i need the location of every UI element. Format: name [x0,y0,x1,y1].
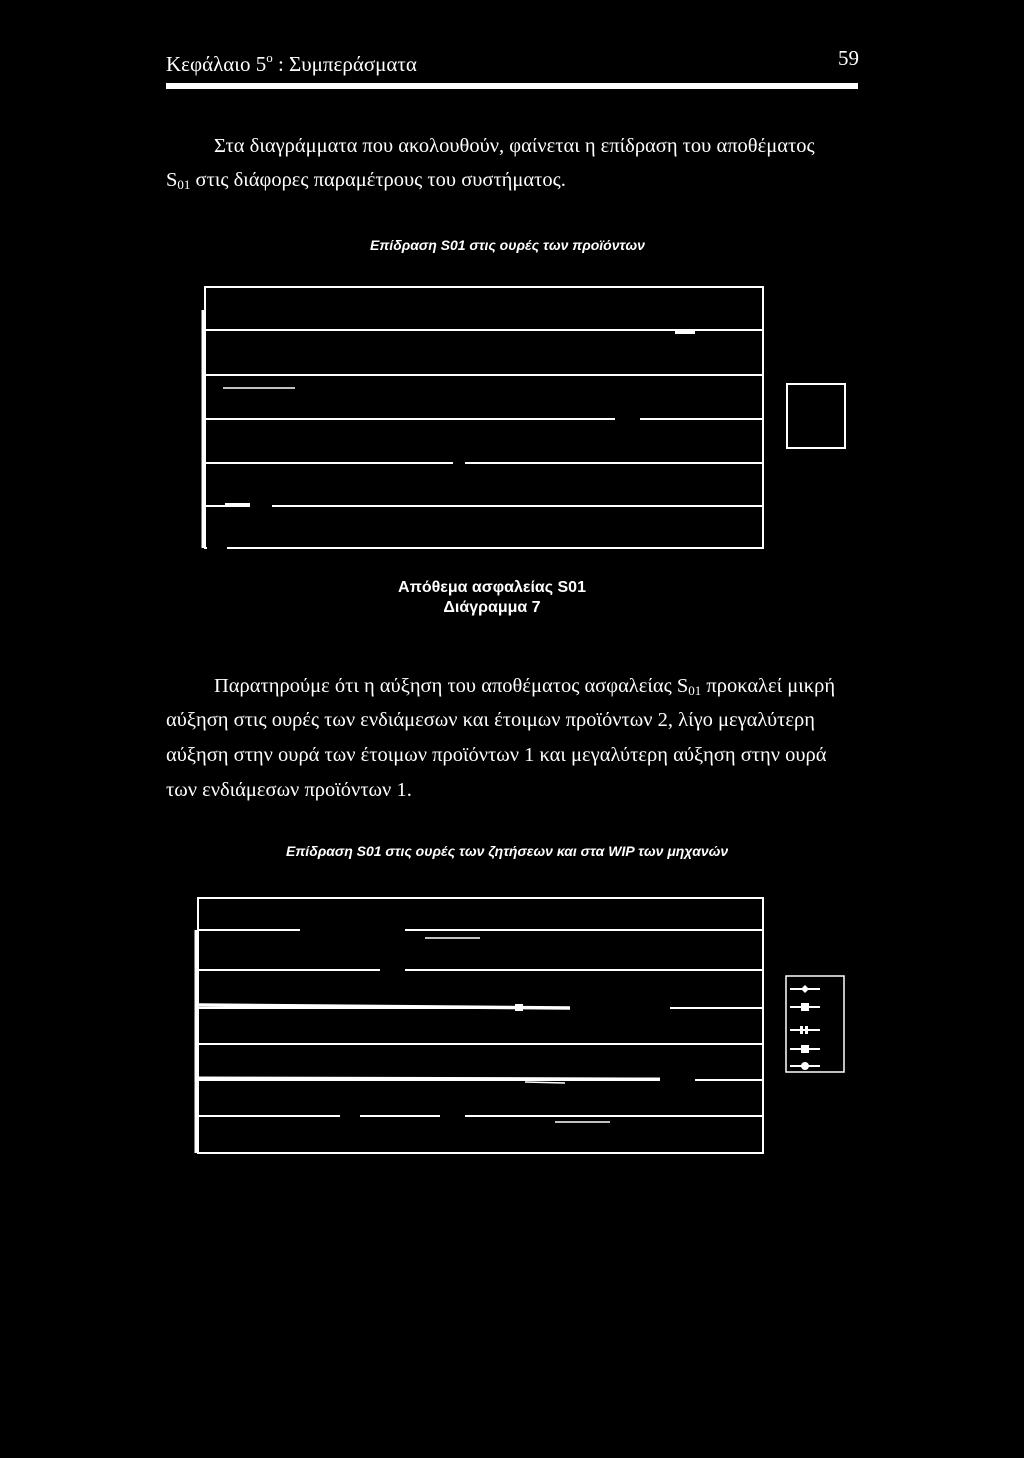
page-number: 59 [838,46,859,70]
figure-2-plot-frame [198,898,763,1153]
figure-2-series-line [198,1078,660,1079]
chapter-subtitle: : Συμπεράσματα [272,52,417,76]
figure-1-legend-box [787,384,845,448]
figure-1-series-gap [453,457,465,467]
figure-2-legend-marker-diamond [801,985,809,993]
observation-line-2: αύξηση στις ουρές των ενδιάμεσων και έτοιμων προϊόντων 2, λίγο μεγαλύτερη [166,709,815,731]
figure-2-legend-marker-cross [805,1026,808,1034]
figure-2-series-gap [380,965,405,975]
chapter-ordinal-superscript: ο [266,50,273,65]
intro-line-1: Στα διαγράμματα που ακολουθούν, φαίνεται η επίδραση του αποθέματος [214,135,815,157]
figure-1-series-gap [250,500,272,510]
observation-symbol-subscript: 01 [688,683,702,698]
observation-line-1 [214,672,835,706]
figure-2-series-gap [340,1111,360,1121]
observation-line-3: αύξηση στην ουρά των έτοιμων προϊόντων 1 και μεγαλύτερη αύξηση στην ουρά [166,744,827,766]
figure-1-series-gap [615,413,640,423]
figure-2-legend-marker-star [801,1045,809,1053]
intro-symbol-subscript: 01 [177,177,191,192]
chapter-heading [166,44,417,78]
figure-2-legend-marker-circle [801,1062,809,1070]
figure-1-caption [382,578,602,618]
figure-2-series-gap [300,925,405,935]
chapter-label: Κεφάλαιο 5 [166,52,267,76]
figure-1-chart [195,280,855,570]
observation-line-1-text: Παρατηρούμε ότι η αύξηση του αποθέματος ασφαλείας S [214,675,689,697]
figure-2-title: Επίδραση S01 στις ουρές των ζητήσεων και στα WIP των μηχανών [286,843,729,859]
observation-line-4: των ενδιάμεσων προϊόντων 1. [166,779,412,801]
header-rule [166,83,858,89]
figure-2-series-gap [570,1003,670,1013]
figure-2-legend-marker-cross [800,1026,803,1034]
intro-line-2-text: στις διάφορες παραμέτρους του συστήματος. [190,169,566,191]
figure-2-series-gap [660,1075,695,1085]
figure-1-axis-label: Απόθεμα ασφαλείας S01 [398,579,586,596]
figure-1-number: Διάγραμμα 7 [443,599,541,616]
figure-2-chart [190,890,855,1160]
observation-line-1-rest: προκαλεί μικρή [701,675,836,697]
figure-2-legend-box [786,976,844,1072]
figure-2-series-gap [440,1111,465,1121]
figure-2-series-marker [515,1004,523,1011]
figure-2-series-line [525,1082,565,1083]
intro-line-2 [166,166,566,200]
intro-symbol: S [166,169,178,191]
figure-2-legend-marker-square [801,1003,809,1011]
figure-1-title: Επίδραση S01 στις ουρές των προϊόντων [370,237,645,253]
figure-1-plot-frame [205,287,763,548]
figure-1-series-gap [207,542,227,552]
